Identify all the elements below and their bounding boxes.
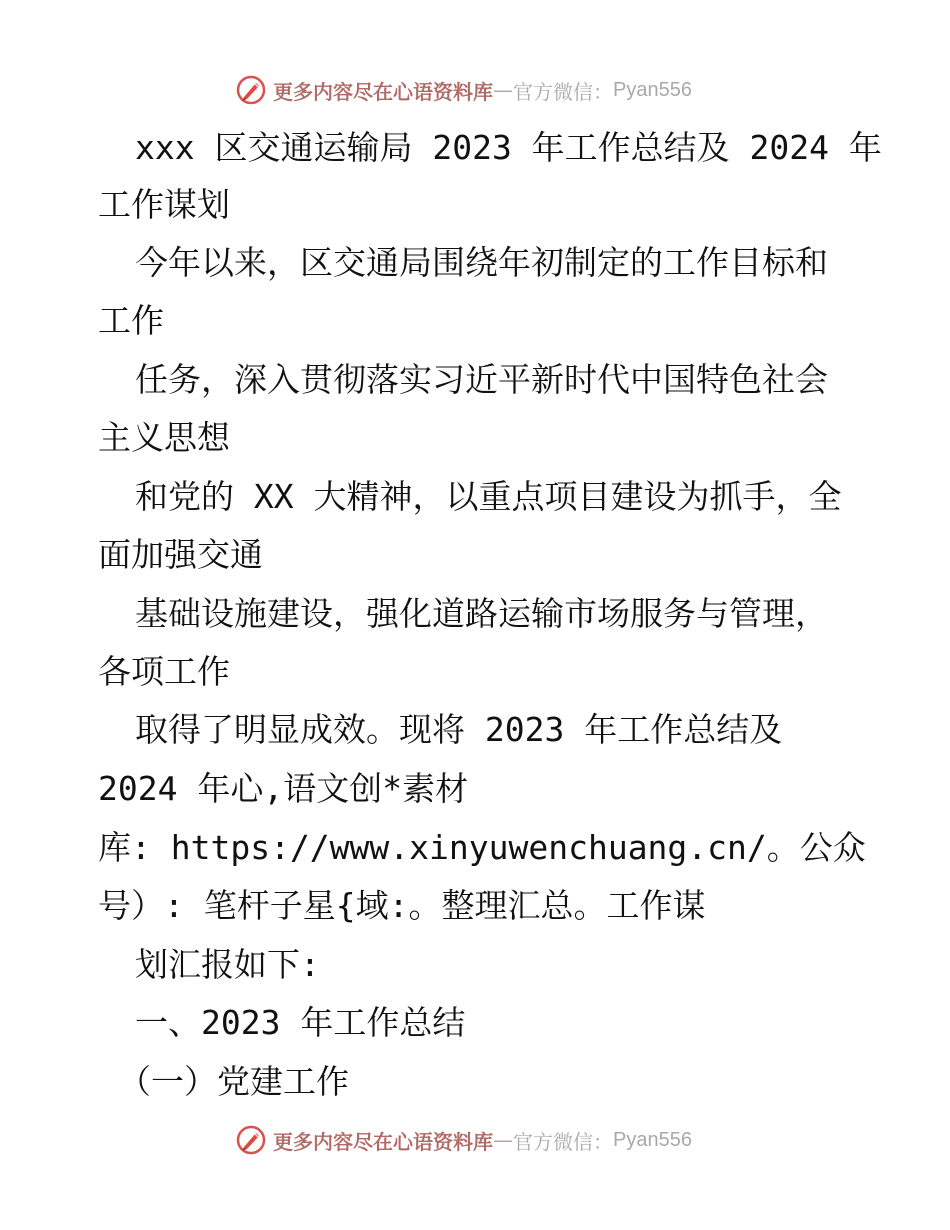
banner-brand-text: 更多内容尽在心语资料库 — [273, 1129, 493, 1154]
paragraph-line: 各项工作 — [98, 652, 230, 691]
pen-logo-icon — [235, 74, 267, 106]
pen-logo-icon — [235, 1124, 267, 1156]
subsection-heading: （一）党建工作 — [118, 1062, 349, 1101]
paragraph-line: 工作 — [98, 301, 164, 340]
paragraph-line: 任务，深入贯彻落实习近平新时代中国特色社会 — [135, 360, 828, 399]
paragraph-line: 面加强交通 — [98, 535, 263, 574]
paragraph-line: 号）: 笔杆子星{域:。整理汇总。工作谋 — [98, 886, 706, 925]
footer-banner — [235, 1122, 692, 1158]
banner-wechat-label: 官方微信： — [513, 79, 613, 104]
banner-dash: — — [493, 78, 513, 102]
paragraph-line: 基础设施建设，强化道路运输市场服务与管理， — [135, 594, 828, 633]
section-heading: 一、2023 年工作总结 — [135, 1003, 466, 1042]
header-banner — [235, 72, 692, 108]
paragraph-line: 和党的 XX 大精神，以重点项目建设为抓手，全 — [135, 477, 842, 516]
document-title-line-2: 工作谋划 — [98, 185, 230, 224]
paragraph-line: 取得了明显成效。现将 2023 年工作总结及 — [135, 710, 783, 749]
banner-dash: — — [493, 1128, 513, 1152]
banner-wechat-label: 官方微信： — [513, 1129, 613, 1154]
banner-brand-text: 更多内容尽在心语资料库 — [273, 79, 493, 104]
document-title-line-1: xxx 区交通运输局 2023 年工作总结及 2024 年 — [135, 128, 882, 167]
banner-wechat-id: Pyan556 — [613, 1128, 692, 1151]
paragraph-line: 2024 年心,语文创*素材 — [98, 769, 469, 808]
paragraph-line: 主义思想 — [98, 418, 230, 457]
banner-wechat-id: Pyan556 — [613, 78, 692, 101]
paragraph-line: 划汇报如下: — [135, 945, 320, 984]
paragraph-line: 今年以来，区交通局围绕年初制定的工作目标和 — [135, 243, 828, 282]
paragraph-line: 库: https://www.xinyuwenchuang.cn/。公众 — [98, 828, 866, 867]
